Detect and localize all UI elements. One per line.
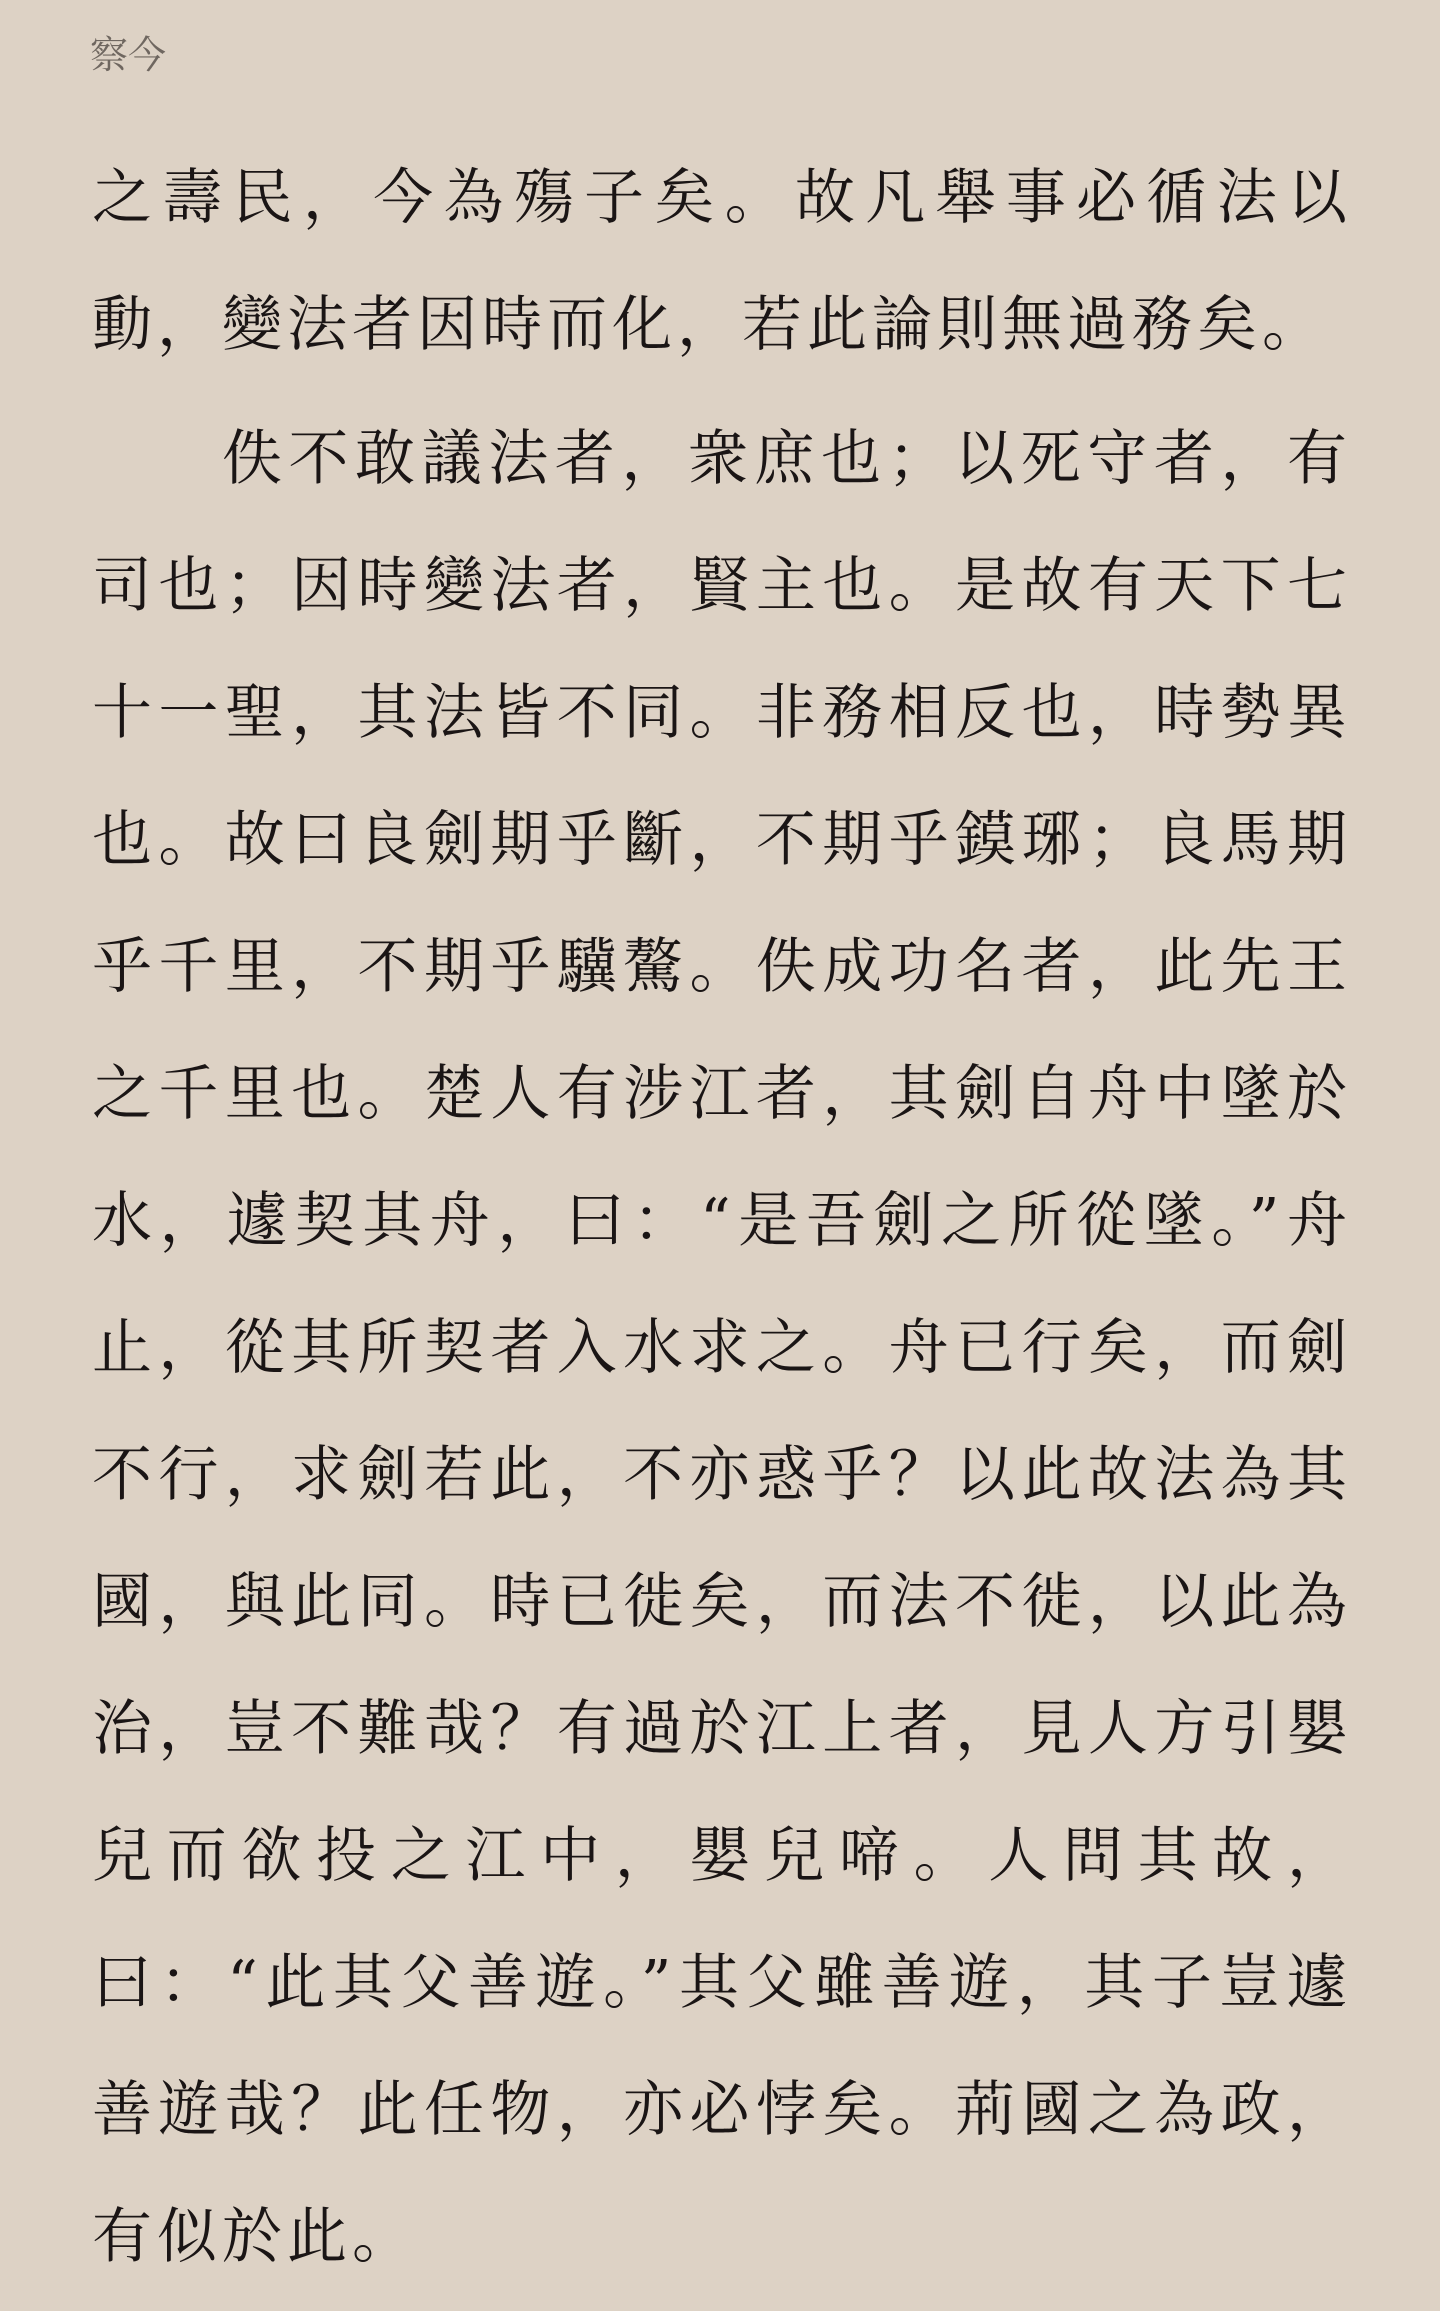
chapter-title: 察今 bbox=[90, 33, 167, 77]
paragraph-2: 佚不敢議法者，衆庶也；以死守者，有司也；因時變法者，賢主也。是故有天下七十一聖，其法皆不同。非務相反也，時勢異也。故曰良劍期乎斷，不期乎鏌琊；良馬期乎千里，不期乎驥驁。佚成功名者，此先王之千里也。楚人有涉江者，其劍自舟中墜於水，遽契其舟，曰：“是吾劍之所從墜。”舟止，從其所契者入水求之。舟已行矣，而劍不行，求劍若此，不亦惑乎？以此故法為其國，與此同。時已徙矣，而法不徙，以此為治，豈不難哉？有過於江上者，見人方引嬰兒而欲投之江中，嬰兒啼。人問其故，曰：“此其父善遊。”其父雖善遊，其子豈遽善遊哉？此任物，亦必悖矣。荊國之為政，有似於此。 bbox=[92, 424, 1352, 2272]
reading-content bbox=[92, 135, 1352, 2301]
paragraph-1: 之壽民，今為殤子矣。故凡舉事必循法以動，變法者因時而化，若此論則無過務矣。 bbox=[92, 163, 1352, 360]
